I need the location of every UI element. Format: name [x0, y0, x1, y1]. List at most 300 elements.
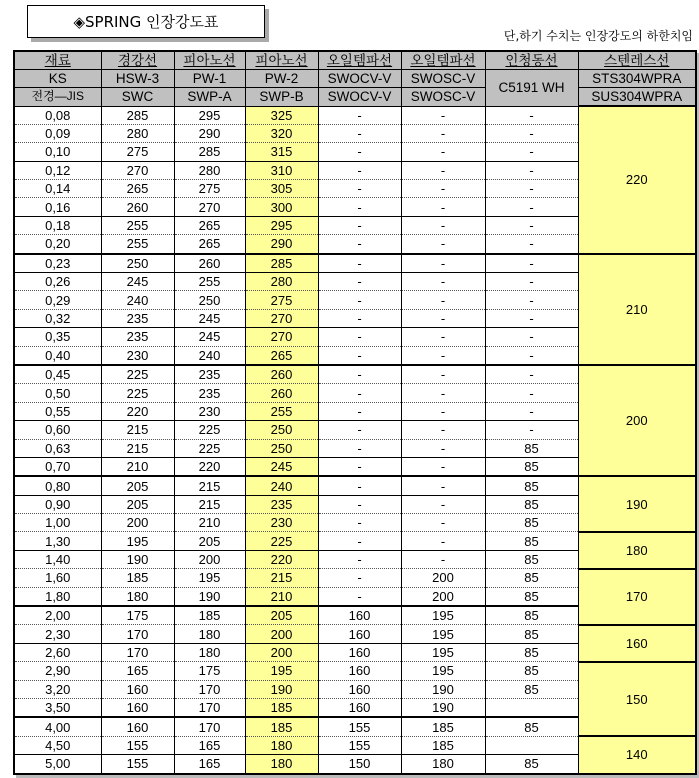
value-cell: - — [401, 198, 485, 216]
value-cell: - — [318, 273, 401, 291]
value-cell: 245 — [174, 328, 245, 346]
value-cell: 85 — [485, 476, 578, 495]
value-cell: 200 — [174, 550, 245, 568]
value-cell: 160 — [101, 680, 174, 698]
value-cell: 155 — [318, 717, 401, 736]
value-cell: 265 — [174, 235, 245, 254]
value-cell: - — [401, 273, 485, 291]
value-cell: 225 — [245, 532, 318, 550]
value-cell: - — [318, 216, 401, 234]
value-cell: - — [485, 384, 578, 402]
value-cell: - — [485, 402, 578, 420]
value-cell: - — [401, 439, 485, 457]
value-cell: 160 — [318, 680, 401, 698]
diameter-cell: 0,63 — [14, 439, 101, 457]
value-cell: 160 — [318, 643, 401, 661]
value-cell: 255 — [101, 216, 174, 234]
header-cell: SWP-A — [174, 88, 245, 107]
table-row — [14, 569, 696, 587]
diameter-cell: 2,60 — [14, 643, 101, 661]
header-cell: STS304WPRA — [578, 70, 696, 88]
diameter-cell: 2,00 — [14, 606, 101, 625]
value-cell: 250 — [245, 439, 318, 457]
header-cell: SUS304WPRA — [578, 88, 696, 107]
value-cell: 160 — [318, 606, 401, 625]
value-cell: - — [318, 532, 401, 550]
table-row — [14, 365, 696, 384]
value-cell: 260 — [245, 365, 318, 384]
value-cell: 290 — [245, 235, 318, 254]
value-cell: 185 — [245, 717, 318, 736]
value-cell: 185 — [401, 736, 485, 754]
value-cell: 160 — [318, 625, 401, 643]
value-cell: 215 — [101, 421, 174, 439]
value-cell: 170 — [101, 643, 174, 661]
value-cell: - — [485, 291, 578, 309]
diameter-cell: 4,50 — [14, 736, 101, 754]
value-cell: - — [401, 143, 485, 161]
value-cell: - — [318, 346, 401, 365]
diameter-cell: 0,23 — [14, 254, 101, 273]
value-cell: 85 — [485, 514, 578, 532]
value-cell: 230 — [101, 346, 174, 365]
value-cell: 270 — [101, 161, 174, 179]
value-cell: 210 — [174, 514, 245, 532]
value-cell: - — [318, 198, 401, 216]
diameter-cell: 0,50 — [14, 384, 101, 402]
value-cell: - — [318, 180, 401, 198]
value-cell: 295 — [245, 216, 318, 234]
value-cell: 240 — [101, 291, 174, 309]
diameter-cell: 0,26 — [14, 273, 101, 291]
value-cell: 235 — [101, 328, 174, 346]
header-cell: 오일템파선 — [318, 51, 401, 70]
value-cell: - — [401, 254, 485, 273]
value-cell: 255 — [174, 273, 245, 291]
value-cell: - — [485, 328, 578, 346]
header-cell: SWP-B — [245, 88, 318, 107]
value-cell: - — [318, 384, 401, 402]
value-cell: 245 — [174, 309, 245, 327]
diameter-cell: 1,30 — [14, 532, 101, 550]
value-cell: 270 — [174, 198, 245, 216]
value-cell: 185 — [401, 717, 485, 736]
value-cell: 85 — [485, 439, 578, 457]
stainless-value-cell: 140 — [578, 736, 696, 773]
table-row — [14, 254, 696, 273]
diameter-cell: 0,29 — [14, 291, 101, 309]
diameter-cell: 0,70 — [14, 457, 101, 476]
value-cell: 185 — [101, 569, 174, 587]
header-cell: 경강선 — [101, 51, 174, 70]
value-cell: 195 — [174, 569, 245, 587]
diameter-cell: 0,80 — [14, 476, 101, 495]
value-cell: 190 — [101, 550, 174, 568]
value-cell: - — [318, 439, 401, 457]
value-cell: 250 — [174, 291, 245, 309]
value-cell: - — [401, 106, 485, 124]
value-cell — [485, 699, 578, 718]
value-cell: 235 — [101, 309, 174, 327]
value-cell: 85 — [485, 550, 578, 568]
value-cell: 155 — [318, 736, 401, 754]
header-cell: SWOSC-V — [401, 88, 485, 107]
value-cell: - — [318, 550, 401, 568]
table-row — [14, 662, 696, 680]
value-cell: - — [401, 161, 485, 179]
value-cell: - — [318, 106, 401, 124]
value-cell: - — [401, 550, 485, 568]
header-cell: 오일템파선 — [401, 51, 485, 70]
value-cell: 85 — [485, 625, 578, 643]
header-cell: SWOSC-V — [401, 70, 485, 88]
diameter-cell: 0,45 — [14, 365, 101, 384]
value-cell: - — [318, 161, 401, 179]
value-cell: 85 — [485, 569, 578, 587]
table-row — [14, 476, 696, 495]
value-cell: 170 — [101, 625, 174, 643]
value-cell: - — [401, 235, 485, 254]
value-cell: 200 — [401, 587, 485, 606]
value-cell: - — [485, 124, 578, 142]
value-cell: 195 — [401, 662, 485, 680]
table-row — [14, 532, 696, 550]
value-cell: - — [318, 124, 401, 142]
diameter-cell: 2,30 — [14, 625, 101, 643]
value-cell: 310 — [245, 161, 318, 179]
header-row-ks — [14, 70, 696, 88]
value-cell: 235 — [174, 384, 245, 402]
value-cell: 195 — [401, 606, 485, 625]
value-cell: 175 — [101, 606, 174, 625]
value-cell: 225 — [174, 421, 245, 439]
stainless-value-cell: 220 — [578, 106, 696, 254]
value-cell: 240 — [245, 476, 318, 495]
value-cell — [485, 736, 578, 754]
value-cell: 180 — [101, 587, 174, 606]
table-body — [14, 106, 696, 774]
diameter-cell: 0,09 — [14, 124, 101, 142]
value-cell: 245 — [101, 273, 174, 291]
value-cell: 200 — [101, 514, 174, 532]
value-cell: - — [318, 143, 401, 161]
value-cell: - — [485, 309, 578, 327]
value-cell: 235 — [245, 495, 318, 513]
stainless-value-cell: 210 — [578, 254, 696, 365]
value-cell: 260 — [245, 384, 318, 402]
value-cell: 325 — [245, 106, 318, 124]
value-cell: 215 — [174, 476, 245, 495]
page-title: ◈SPRING 인장강도표 — [27, 5, 265, 38]
table-row — [14, 736, 696, 754]
diameter-cell: 0,20 — [14, 235, 101, 254]
value-cell: 300 — [245, 198, 318, 216]
value-cell: - — [318, 291, 401, 309]
value-cell: 275 — [101, 143, 174, 161]
value-cell: 85 — [485, 495, 578, 513]
value-cell: 205 — [245, 606, 318, 625]
value-cell: 225 — [101, 384, 174, 402]
value-cell: 240 — [174, 346, 245, 365]
value-cell: 210 — [101, 457, 174, 476]
value-cell: 165 — [174, 736, 245, 754]
value-cell: - — [318, 569, 401, 587]
value-cell: - — [401, 124, 485, 142]
value-cell: 180 — [174, 625, 245, 643]
value-cell: - — [318, 365, 401, 384]
diameter-cell: 3,20 — [14, 680, 101, 698]
value-cell: 320 — [245, 124, 318, 142]
header-cell: SWOCV-V — [318, 88, 401, 107]
header-cell: C5191 WH — [485, 70, 578, 107]
stainless-value-cell: 170 — [578, 569, 696, 625]
value-cell: - — [401, 457, 485, 476]
value-cell: 170 — [174, 717, 245, 736]
value-cell: - — [401, 495, 485, 513]
value-cell: 255 — [101, 235, 174, 254]
value-cell: 245 — [245, 457, 318, 476]
value-cell: - — [318, 421, 401, 439]
value-cell: 250 — [245, 421, 318, 439]
value-cell: 280 — [101, 124, 174, 142]
diameter-cell: 1,00 — [14, 514, 101, 532]
header-cell: SWOCV-V — [318, 70, 401, 88]
header-cell: 스텐레스선 — [578, 51, 696, 70]
value-cell: - — [318, 309, 401, 327]
header-cell: HSW-3 — [101, 70, 174, 88]
value-cell: 280 — [174, 161, 245, 179]
value-cell: 150 — [318, 755, 401, 774]
value-cell: - — [401, 365, 485, 384]
value-cell: 170 — [174, 699, 245, 718]
value-cell: - — [485, 254, 578, 273]
value-cell: 160 — [101, 699, 174, 718]
value-cell: 85 — [485, 643, 578, 661]
spring-tensile-table — [13, 50, 697, 775]
value-cell: 260 — [101, 198, 174, 216]
header-cell: 피아노선 — [245, 51, 318, 70]
value-cell: 185 — [245, 699, 318, 718]
note-text: 단,하기 수치는 인장강도의 하한치임 — [503, 29, 693, 43]
value-cell: - — [401, 216, 485, 234]
header-cell: KS — [14, 70, 101, 88]
value-cell: 265 — [101, 180, 174, 198]
value-cell: - — [401, 328, 485, 346]
value-cell: - — [401, 421, 485, 439]
value-cell: 170 — [174, 680, 245, 698]
header-cell: SWC — [101, 88, 174, 107]
value-cell: 230 — [245, 514, 318, 532]
diameter-cell: 0,16 — [14, 198, 101, 216]
value-cell: 225 — [101, 365, 174, 384]
stainless-value-cell: 180 — [578, 532, 696, 569]
value-cell: 265 — [245, 346, 318, 365]
value-cell: - — [318, 235, 401, 254]
value-cell: 200 — [245, 625, 318, 643]
value-cell: 185 — [174, 606, 245, 625]
diameter-cell: 0,14 — [14, 180, 101, 198]
value-cell: 195 — [401, 643, 485, 661]
value-cell: - — [401, 532, 485, 550]
value-cell: 305 — [245, 180, 318, 198]
diameter-cell: 5,00 — [14, 755, 101, 774]
value-cell: - — [318, 495, 401, 513]
value-cell: 205 — [101, 495, 174, 513]
diameter-cell: 0,08 — [14, 106, 101, 124]
value-cell: 190 — [401, 680, 485, 698]
value-cell: 85 — [485, 717, 578, 736]
value-cell: - — [485, 161, 578, 179]
value-cell: - — [485, 143, 578, 161]
value-cell: 180 — [245, 755, 318, 774]
value-cell: 195 — [401, 625, 485, 643]
diameter-cell: 3,50 — [14, 699, 101, 718]
value-cell: 85 — [485, 457, 578, 476]
value-cell: 220 — [101, 402, 174, 420]
value-cell: 195 — [245, 662, 318, 680]
stainless-value-cell: 200 — [578, 365, 696, 476]
value-cell: 190 — [174, 587, 245, 606]
value-cell: 85 — [485, 606, 578, 625]
value-cell: 190 — [401, 699, 485, 718]
value-cell: 235 — [174, 365, 245, 384]
diameter-cell: 0,40 — [14, 346, 101, 365]
value-cell: 250 — [101, 254, 174, 273]
value-cell: - — [485, 365, 578, 384]
value-cell: 275 — [174, 180, 245, 198]
diameter-cell: 0,10 — [14, 143, 101, 161]
value-cell: 290 — [174, 124, 245, 142]
stainless-value-cell: 150 — [578, 662, 696, 737]
header-cell-diagonal: 전경—JIS — [14, 88, 101, 107]
value-cell: - — [401, 291, 485, 309]
value-cell: 190 — [245, 680, 318, 698]
value-cell: - — [485, 346, 578, 365]
value-cell: 175 — [174, 662, 245, 680]
value-cell: 220 — [245, 550, 318, 568]
value-cell: 85 — [485, 587, 578, 606]
diameter-cell: 4,00 — [14, 717, 101, 736]
value-cell: 220 — [174, 457, 245, 476]
value-cell: 160 — [101, 717, 174, 736]
diameter-cell: 0,60 — [14, 421, 101, 439]
value-cell: - — [401, 346, 485, 365]
value-cell: - — [485, 273, 578, 291]
value-cell: 200 — [245, 643, 318, 661]
value-cell: 270 — [245, 328, 318, 346]
diameter-cell: 0,32 — [14, 309, 101, 327]
diameter-cell: 1,60 — [14, 569, 101, 587]
value-cell: - — [318, 402, 401, 420]
value-cell: 315 — [245, 143, 318, 161]
value-cell: 180 — [174, 643, 245, 661]
value-cell: 230 — [174, 402, 245, 420]
value-cell: 180 — [401, 755, 485, 774]
value-cell: 285 — [245, 254, 318, 273]
value-cell: 205 — [174, 532, 245, 550]
value-cell: 160 — [318, 699, 401, 718]
value-cell: - — [485, 180, 578, 198]
value-cell: - — [318, 514, 401, 532]
value-cell: 160 — [318, 662, 401, 680]
header-cell: 피아노선 — [174, 51, 245, 70]
value-cell: - — [401, 384, 485, 402]
value-cell: 265 — [174, 216, 245, 234]
value-cell: - — [318, 587, 401, 606]
value-cell: - — [401, 514, 485, 532]
value-cell: - — [401, 476, 485, 495]
value-cell: 180 — [245, 736, 318, 754]
value-cell: 155 — [101, 755, 174, 774]
value-cell: - — [485, 198, 578, 216]
diameter-cell: 1,40 — [14, 550, 101, 568]
value-cell: 215 — [174, 495, 245, 513]
value-cell: 195 — [101, 532, 174, 550]
value-cell: 215 — [101, 439, 174, 457]
value-cell: - — [318, 254, 401, 273]
value-cell: 285 — [174, 143, 245, 161]
value-cell: - — [401, 309, 485, 327]
table-row — [14, 106, 696, 124]
value-cell: - — [318, 457, 401, 476]
value-cell: 260 — [174, 254, 245, 273]
stainless-value-cell: 190 — [578, 476, 696, 532]
value-cell: - — [485, 216, 578, 234]
value-cell: 225 — [174, 439, 245, 457]
value-cell: - — [485, 106, 578, 124]
table-row — [14, 625, 696, 643]
value-cell: - — [401, 402, 485, 420]
value-cell: 215 — [245, 569, 318, 587]
header-cell: PW-1 — [174, 70, 245, 88]
value-cell: 165 — [101, 662, 174, 680]
value-cell: 155 — [101, 736, 174, 754]
value-cell: - — [401, 180, 485, 198]
header-cell: 인청동선 — [485, 51, 578, 70]
value-cell: - — [485, 235, 578, 254]
value-cell: 85 — [485, 662, 578, 680]
value-cell: 85 — [485, 532, 578, 550]
header-row-material — [14, 51, 696, 70]
diameter-cell: 2,90 — [14, 662, 101, 680]
diameter-cell: 0,12 — [14, 161, 101, 179]
value-cell: - — [318, 476, 401, 495]
value-cell: 205 — [101, 476, 174, 495]
diameter-cell: 0,55 — [14, 402, 101, 420]
diameter-cell: 0,90 — [14, 495, 101, 513]
header-row-jis — [14, 88, 696, 107]
stainless-value-cell: 160 — [578, 625, 696, 662]
value-cell: 200 — [401, 569, 485, 587]
value-cell: - — [485, 421, 578, 439]
value-cell: 275 — [245, 291, 318, 309]
header-cell: 재료 — [14, 51, 101, 70]
value-cell: 210 — [245, 587, 318, 606]
value-cell: 280 — [245, 273, 318, 291]
value-cell: 85 — [485, 680, 578, 698]
value-cell: 165 — [174, 755, 245, 774]
value-cell: 295 — [174, 106, 245, 124]
value-cell: 255 — [245, 402, 318, 420]
header-cell: PW-2 — [245, 70, 318, 88]
value-cell: 85 — [485, 755, 578, 774]
diameter-cell: 0,35 — [14, 328, 101, 346]
diameter-cell: 0,18 — [14, 216, 101, 234]
value-cell: - — [318, 328, 401, 346]
diameter-cell: 1,80 — [14, 587, 101, 606]
value-cell: 285 — [101, 106, 174, 124]
value-cell: 270 — [245, 309, 318, 327]
